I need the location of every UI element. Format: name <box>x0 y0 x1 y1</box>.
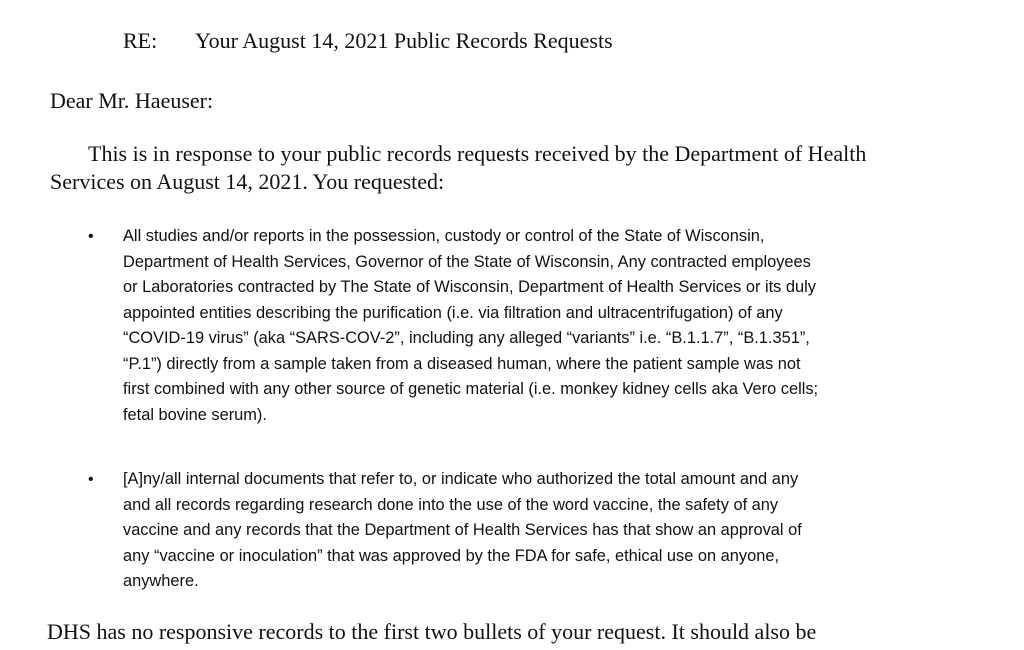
bullet-marker: • <box>88 471 94 488</box>
re-subject: Your August 14, 2021 Public Records Requests <box>195 28 613 53</box>
bullet-line: and all records regarding research done into the use of the word vaccine, the safety of any <box>123 495 779 514</box>
bullet-line: vaccine and any records that the Department of Health Services has that show an approval of <box>123 521 802 539</box>
request-bullet-2 <box>88 467 988 595</box>
intro-paragraph <box>50 140 980 196</box>
re-line <box>123 28 613 54</box>
intro-line: This is in response to your public records requests received by the Department of Health <box>88 141 867 166</box>
salutation: Dear Mr. Haeuser: <box>50 88 214 113</box>
bullet-line: All studies and/or reports in the possession, custody or control of the State of Wisconsin, <box>123 227 765 245</box>
bullet-text <box>123 467 988 595</box>
bullet-line: anywhere. <box>123 572 199 590</box>
bullet-line: Department of Health Services, Governor of the State of Wisconsin, Any contracted employees <box>123 252 811 271</box>
bullet-line: “COVID-19 virus” (aka “SARS-COV-2”, including any alleged “variants” i.e. “B.1.1.7”, “B.1.351”, <box>123 329 810 347</box>
request-bullet-1 <box>88 224 988 428</box>
bullet-line: “P.1”) directly from a sample taken from a diseased human, where the patient sample was not <box>123 354 801 373</box>
bullet-line: or Laboratories contracted by The State of Wisconsin, Department of Health Services or its duly <box>123 278 816 296</box>
re-label: RE: <box>123 28 158 53</box>
intro-line: Services on August 14, 2021. You requested: <box>50 169 445 194</box>
bullet-line: any “vaccine or inoculation” that was approved by the FDA for safe, ethical use on anyone, <box>123 546 780 565</box>
bullet-line: first combined with any other source of genetic material (i.e. monkey kidney cells aka Vero cells; <box>123 380 819 398</box>
bullet-text <box>123 224 988 428</box>
closing-paragraph: DHS has no responsive records to the first two bullets of your request. It should also be <box>47 619 817 644</box>
bullet-line: [A]ny/all internal documents that refer to, or indicate who authorized the total amount and any <box>123 470 799 488</box>
bullet-line: fetal bovine serum). <box>123 405 267 424</box>
bullet-marker: • <box>88 228 94 245</box>
bullet-line: appointed entities describing the purification (i.e. via filtration and ultracentrifugation) of any <box>123 303 783 322</box>
